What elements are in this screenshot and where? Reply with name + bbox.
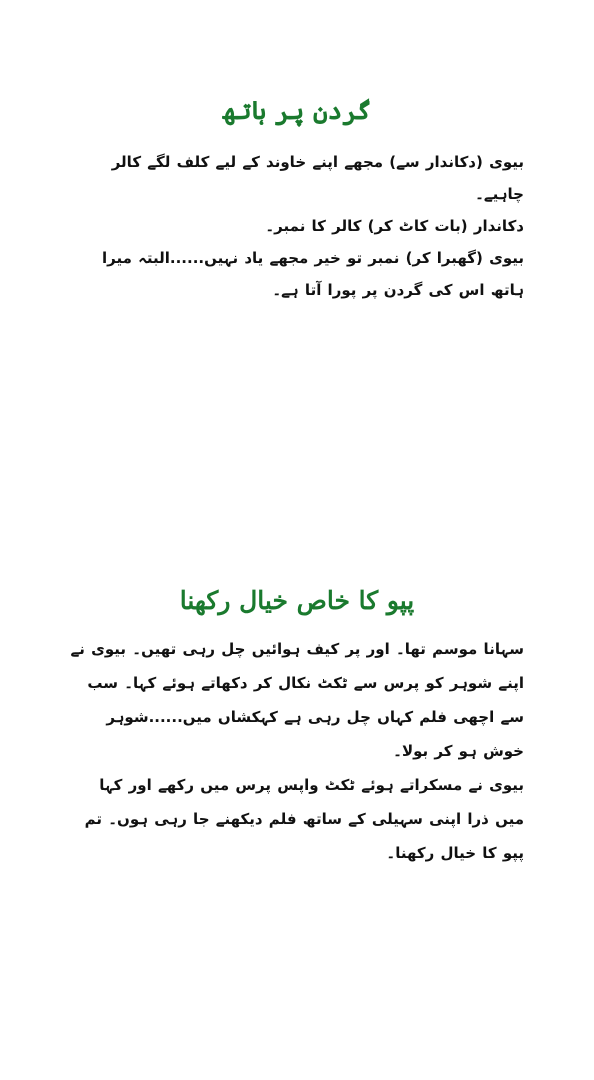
story-garden-par-hath [70, 95, 524, 306]
story-title: گردن پر ہاتھ [222, 96, 372, 125]
story-paragraph: بیوی (دکاندار سے) مجھے اپنے خاوند کے لیے کلف لگے کالر چاہیے۔ [111, 152, 524, 203]
story-pappu-ka-khayal [70, 585, 524, 870]
story-paragraph: سہانا موسم تھا۔ اور پر کیف ہوائیں چل رہی تھیں۔ بیوی نے اپنے شوہر کو پرس سے ٹکٹ نکال کر دکھاتے ہوئے کہا۔ سب سے اچھی فلم کہاں چل رہی ہے کہکشاں میں......شوہر خوش ہو کر بولا۔ [70, 639, 524, 760]
story-paragraph: بیوی (گھبرا کر) نمبر تو خیر مجھے یاد نہیں......البتہ میرا ہاتھ اس کی گردن پر پورا آتا ہے۔ [101, 248, 524, 299]
story-paragraph: بیوی نے مسکراتے ہوئے ٹکٹ واپس پرس میں رکھے اور کہا میں ذرا اپنی سہیلی کے ساتھ فلم دیکھنے جا رہی ہوں۔ تم پپو کا خیال رکھنا۔ [84, 775, 524, 862]
story-title: پپو کا خاص خیال رکھنا [179, 586, 415, 615]
story-paragraph: دکاندار (بات کاٹ کر) کالر کا نمبر۔ [265, 216, 524, 235]
